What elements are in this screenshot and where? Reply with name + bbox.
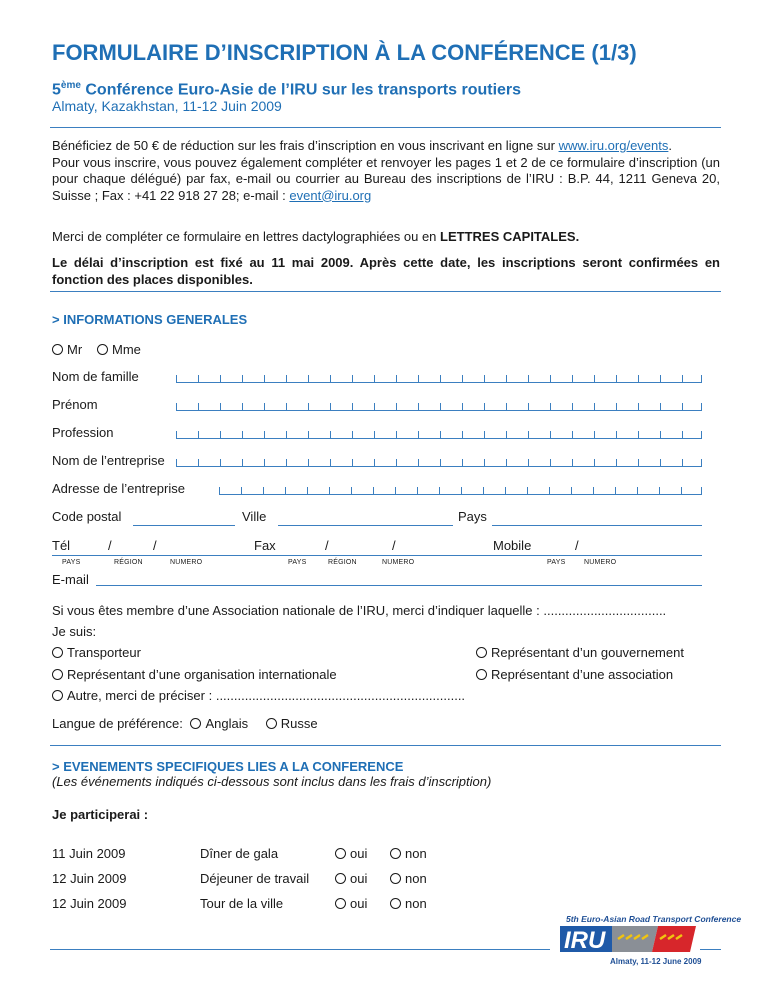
oui-label: oui (350, 846, 368, 861)
comb-ticks (176, 399, 702, 410)
title-mr-option[interactable] (52, 342, 82, 357)
radio-circle-icon[interactable] (476, 669, 487, 680)
slash: / (325, 538, 329, 553)
footer-rule (700, 949, 721, 950)
adresse-field[interactable] (219, 483, 702, 495)
event-date: 11 Juin 2009 (52, 846, 126, 861)
slash: / (153, 538, 157, 553)
iru-conference-logo (560, 912, 742, 972)
radio-circle-icon[interactable] (335, 873, 346, 884)
event-date: 12 Juin 2009 (52, 896, 127, 911)
role-org-int-option[interactable] (52, 667, 337, 682)
radio-circle-icon[interactable] (335, 898, 346, 909)
tel-sub-pays: PAYS (62, 559, 81, 566)
intro-line1: Bénéficiez de 50 € de réduction sur les frais d’inscription en vous inscrivant en ligne sur (52, 138, 559, 153)
conference-location: Almaty, Kazakhstan, 11-12 Juin 2009 (52, 98, 282, 114)
footer-rule (50, 949, 550, 950)
mobile-label: Mobile (493, 538, 532, 553)
radio-circle-icon[interactable] (52, 344, 63, 355)
non-label: non (405, 896, 427, 911)
country-field[interactable] (492, 525, 702, 526)
radio-circle-icon[interactable] (476, 647, 487, 658)
radio-circle-icon[interactable] (390, 898, 401, 909)
role-association-label: Représentant d’une association (491, 667, 674, 682)
divider (50, 127, 721, 128)
intro-paragraph (52, 138, 720, 204)
divider (50, 745, 721, 746)
subtitle-text: Conférence Euro-Asie de l’IRU sur les transports routiers (80, 81, 522, 99)
tel-label: Tél (52, 538, 71, 553)
role-transporteur-label: Transporteur (67, 645, 141, 660)
section-general-heading: > INFORMATIONS GENERALES (52, 312, 248, 327)
deadline-note: Le délai d’inscription est fixé au 11 mai 2009. Après cette date, les inscriptions seront confirmées en fonction des places disponibles. (52, 255, 720, 287)
event-oui-option[interactable] (335, 896, 367, 911)
field-label-profession: Profession (52, 425, 114, 440)
fax-sub-numero: NUMERO (382, 559, 415, 566)
field-label-adresse: Adresse de l’entreprise (52, 481, 185, 496)
event-non-option[interactable] (390, 846, 427, 861)
fax-label: Fax (254, 538, 276, 553)
field-label-prenom: Prénom (52, 397, 98, 412)
postal-label: Code postal (52, 509, 122, 524)
radio-circle-icon[interactable] (52, 669, 63, 680)
country-label: Pays (458, 509, 487, 524)
slash: / (392, 538, 396, 553)
lang-anglais-label: Anglais (205, 716, 249, 731)
intro-instructions: Pour vous inscrire, vous pouvez également compléter et renvoyer les pages 1 et 2 de ce formulaire d’inscription (un pour chaque délégué) par fax, e-mail ou courrier au Bureau des inscriptions de l’IRU : B.P. 44, 1211 Geneva 20, Suisse ; Fax : +41 22 918 27 28; e-mail : (52, 154, 720, 203)
non-label: non (405, 871, 427, 886)
radio-circle-icon[interactable] (190, 718, 201, 729)
je-suis-label: Je suis: (52, 624, 97, 639)
comb-ticks (176, 371, 702, 382)
mobile-sub-numero: NUMERO (584, 559, 617, 566)
radio-circle-icon[interactable] (97, 344, 108, 355)
fax-sub-pays: PAYS (288, 559, 307, 566)
logo-top-text: 5th Euro-Asian Road Transport Conference (566, 914, 742, 924)
mobile-sub-pays: PAYS (547, 559, 566, 566)
capitals-bold: LETTRES CAPITALES. (440, 229, 580, 244)
prenom-field[interactable] (176, 399, 702, 411)
event-name: Tour de la ville (200, 896, 284, 911)
radio-circle-icon[interactable] (390, 848, 401, 859)
nom-field[interactable] (176, 371, 702, 383)
city-label: Ville (242, 509, 267, 524)
event-name: Déjeuner de travail (200, 871, 310, 886)
capitals-note (52, 229, 720, 246)
role-association-option[interactable] (476, 667, 673, 682)
tel-sub-numero: NUMERO (170, 559, 203, 566)
intro-line1-end: . (668, 138, 673, 153)
radio-circle-icon[interactable] (335, 848, 346, 859)
logo-graphic (560, 912, 742, 972)
radio-circle-icon[interactable] (52, 690, 63, 701)
lang-anglais-option[interactable] (190, 716, 248, 731)
event-non-option[interactable] (390, 896, 427, 911)
subtitle-superscript: ème (60, 80, 81, 91)
section-events-heading: > EVENEMENTS SPECIFIQUES LIES A LA CONFERENCE (52, 759, 404, 774)
radio-circle-icon[interactable] (390, 873, 401, 884)
je-participerai-label: Je participerai : (52, 807, 149, 822)
oui-label: oui (350, 896, 368, 911)
postal-field[interactable] (133, 525, 235, 526)
field-label-nom: Nom de famille (52, 369, 139, 384)
logo-brand: IRU (564, 927, 606, 954)
lang-russe-option[interactable] (266, 716, 318, 731)
subtitle-number: 5 (52, 81, 61, 99)
comb-ticks (219, 483, 702, 494)
fax-sub-region: RÉGION (328, 559, 357, 566)
city-field[interactable] (278, 525, 453, 526)
logo-bottom-text: Almaty, 11-12 June 2009 (610, 957, 702, 966)
role-gouvernement-label: Représentant d’un gouvernement (491, 645, 684, 660)
page-title: FORMULAIRE D’INSCRIPTION À LA CONFÉRENCE (1/3) (52, 40, 637, 65)
event-oui-option[interactable] (335, 846, 367, 861)
event-name: Dîner de gala (200, 846, 279, 861)
role-transporteur-option[interactable] (52, 645, 141, 660)
events-link[interactable]: www.iru.org/events (558, 138, 669, 153)
conference-subtitle (52, 80, 521, 99)
events-note: (Les événements indiqués ci-dessous sont inclus dans les frais d’inscription) (52, 774, 492, 789)
mr-label: Mr (67, 342, 83, 357)
language-row (52, 716, 318, 731)
non-label: non (405, 846, 427, 861)
comb-ticks (176, 455, 702, 466)
entreprise-field[interactable] (176, 455, 702, 467)
association-question: Si vous êtes membre d’une Association nationale de l’IRU, merci d’indiquer laquelle : .................................. (52, 603, 667, 618)
radio-circle-icon[interactable] (52, 647, 63, 658)
event-non-option[interactable] (390, 871, 427, 886)
oui-label: oui (350, 871, 368, 886)
field-label-entreprise: Nom de l’entreprise (52, 453, 165, 468)
slash: / (575, 538, 579, 553)
tel-field[interactable] (52, 555, 252, 556)
role-autre-label: Autre, merci de préciser : ..................................................................... (67, 688, 466, 703)
profession-field[interactable] (176, 427, 702, 439)
comb-ticks (176, 427, 702, 438)
email-label: E-mail (52, 572, 89, 587)
fax-field[interactable] (252, 555, 492, 556)
slash: / (108, 538, 112, 553)
title-mme-option[interactable] (97, 342, 141, 357)
mobile-field[interactable] (492, 555, 702, 556)
language-label: Langue de préférence: (52, 716, 183, 731)
role-org-int-label: Représentant d’une organisation internationale (67, 667, 337, 682)
radio-circle-icon[interactable] (266, 718, 277, 729)
role-autre-option[interactable] (52, 688, 465, 703)
email-link[interactable]: event@iru.org (289, 187, 372, 203)
mme-label: Mme (112, 342, 141, 357)
capitals-text: Merci de compléter ce formulaire en lettres dactylographiées ou en (52, 229, 441, 244)
role-gouvernement-option[interactable] (476, 645, 684, 660)
email-field[interactable] (96, 585, 702, 586)
event-date: 12 Juin 2009 (52, 871, 127, 886)
divider (50, 291, 721, 292)
lang-russe-label: Russe (280, 716, 318, 731)
tel-sub-region: RÉGION (114, 559, 143, 566)
event-oui-option[interactable] (335, 871, 367, 886)
